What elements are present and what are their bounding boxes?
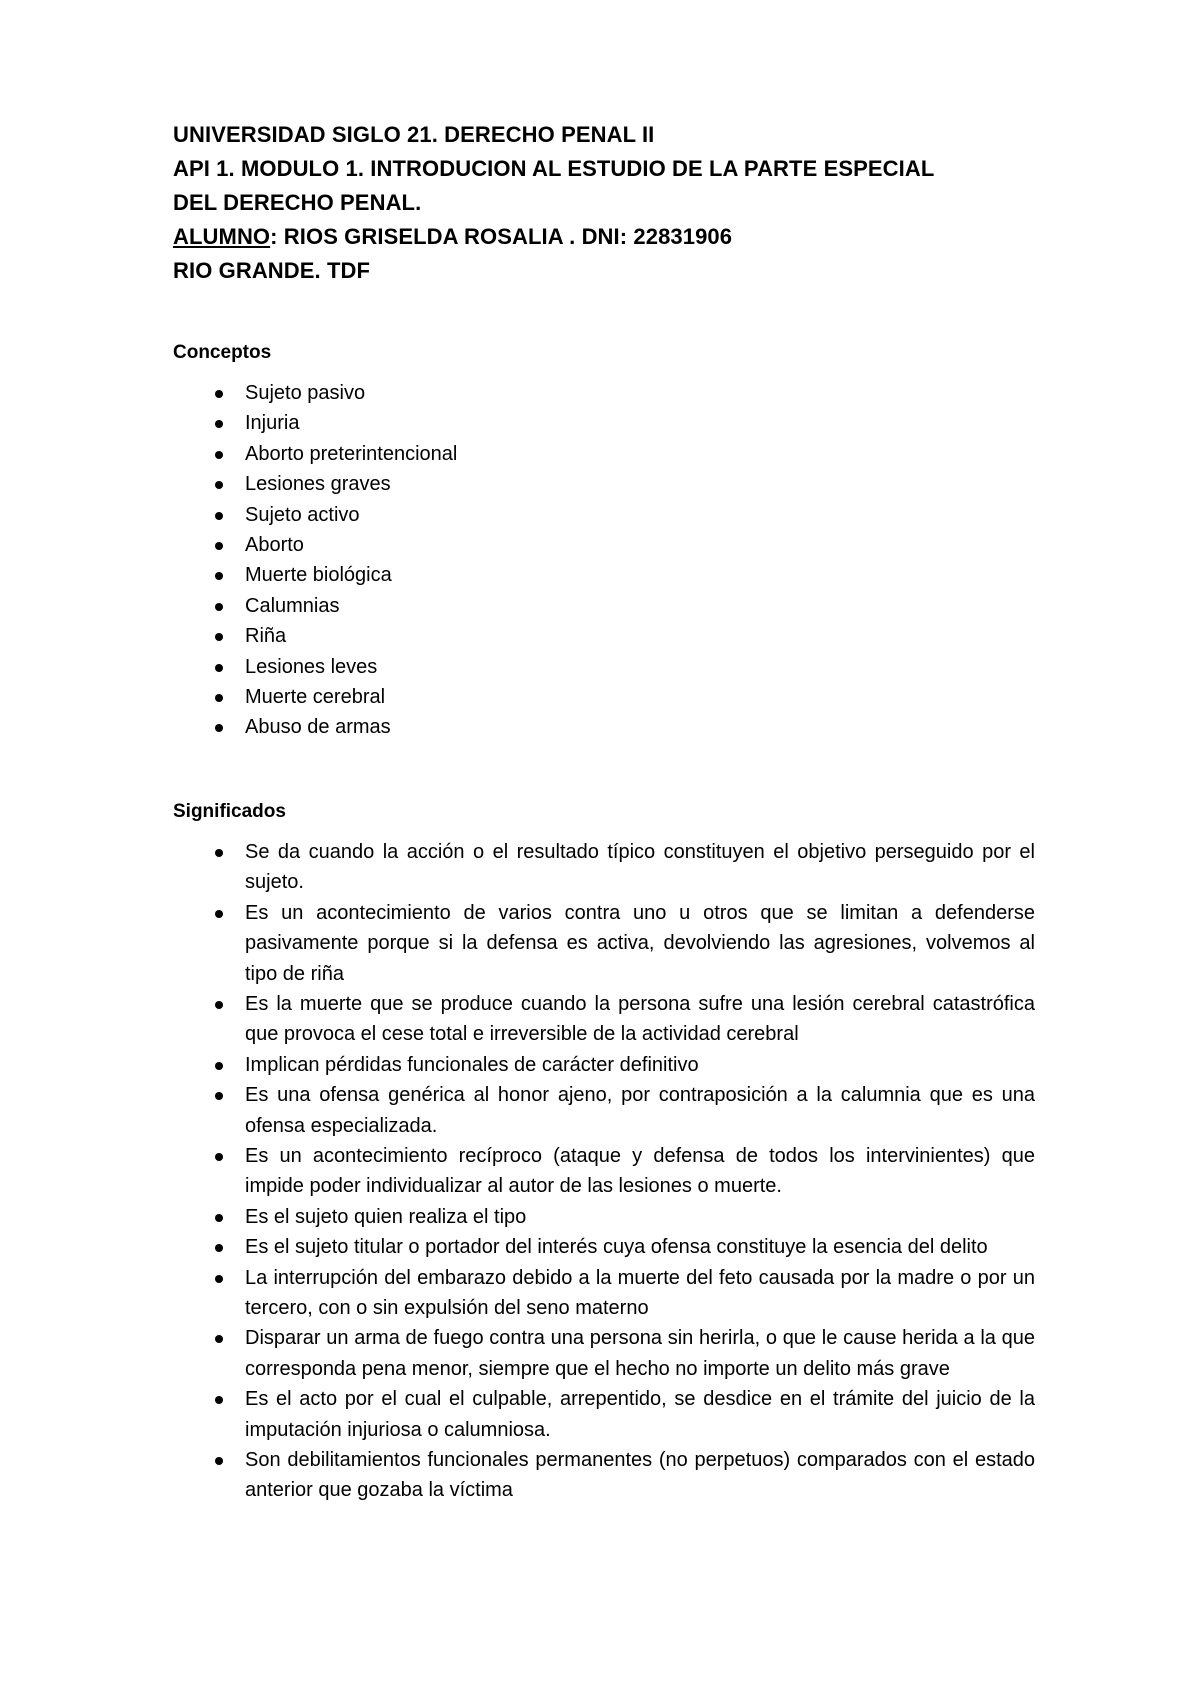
list-item: Calumnias xyxy=(173,591,1041,621)
list-item: Es un acontecimiento recíproco (ataque y defensa de todos los intervinientes) que impide poder individualizar al autor de las lesiones o muerte. xyxy=(173,1141,1041,1202)
list-item: Es el sujeto titular o portador del interés cuya ofensa constituye la esencia del delito xyxy=(173,1232,1041,1262)
list-item: Lesiones graves xyxy=(173,469,1041,499)
significados-heading: Significados xyxy=(173,800,286,822)
list-item: Injuria xyxy=(173,408,1041,438)
list-item: Es la muerte que se produce cuando la persona sufre una lesión cerebral catastrófica que provoca el cese total e irreversible de la actividad cerebral xyxy=(173,989,1041,1050)
list-item: Muerte biológica xyxy=(173,560,1041,590)
list-item: Muerte cerebral xyxy=(173,682,1041,712)
list-item: Es un acontecimiento de varios contra uno u otros que se limitan a defenderse pasivamente porque si la defensa es activa, devolviendo las agresiones, volvemos al tipo de riña xyxy=(173,898,1041,989)
list-item: Es una ofensa genérica al honor ajeno, por contraposición a la calumnia que es una ofensa especializada. xyxy=(173,1080,1041,1141)
student-value: : RIOS GRISELDA ROSALIA . DNI: 22831906 xyxy=(270,224,733,249)
list-item: Es el acto por el cual el culpable, arrepentido, se desdice en el trámite del juicio de la imputación injuriosa o calumniosa. xyxy=(173,1384,1041,1445)
conceptos-heading: Conceptos xyxy=(173,342,272,363)
document-page xyxy=(173,118,1041,1506)
list-item: Se da cuando la acción o el resultado típico constituyen el objetivo perseguido por el sujeto. xyxy=(173,837,1041,898)
header-university-course: UNIVERSIDAD SIGLO 21. DERECHO PENAL II xyxy=(173,122,655,147)
list-item: Son debilitamientos funcionales permanentes (no perpetuos) comparados con el estado anterior que gozaba la víctima xyxy=(173,1445,1041,1506)
header-assignment-title-cont: DEL DERECHO PENAL. xyxy=(173,190,422,215)
list-item: Lesiones leves xyxy=(173,652,1041,682)
header-location: RIO GRANDE. TDF xyxy=(173,258,371,283)
header-assignment-title: API 1. MODULO 1. INTRODUCION AL ESTUDIO DE LA PARTE ESPECIAL xyxy=(173,156,935,181)
list-item: Disparar un arma de fuego contra una persona sin herirla, o que le cause herida a la que corresponda pena menor, siempre que el hecho no importe un delito más grave xyxy=(173,1323,1041,1384)
list-item: Aborto preterintencional xyxy=(173,439,1041,469)
conceptos-list xyxy=(173,378,1041,743)
list-item: Aborto xyxy=(173,530,1041,560)
list-item: Sujeto activo xyxy=(173,500,1041,530)
list-item: La interrupción del embarazo debido a la muerte del feto causada por la madre o por un tercero, con o sin expulsión del seno materno xyxy=(173,1263,1041,1324)
list-item: Riña xyxy=(173,621,1041,651)
list-item: Abuso de armas xyxy=(173,712,1041,742)
significados-list xyxy=(173,837,1041,1506)
header-student xyxy=(173,220,1041,254)
list-item: Implican pérdidas funcionales de carácter definitivo xyxy=(173,1050,1041,1080)
student-label: ALUMNO xyxy=(173,224,271,249)
list-item: Sujeto pasivo xyxy=(173,378,1041,408)
document-header xyxy=(173,118,1041,288)
list-item: Es el sujeto quien realiza el tipo xyxy=(173,1202,1041,1232)
